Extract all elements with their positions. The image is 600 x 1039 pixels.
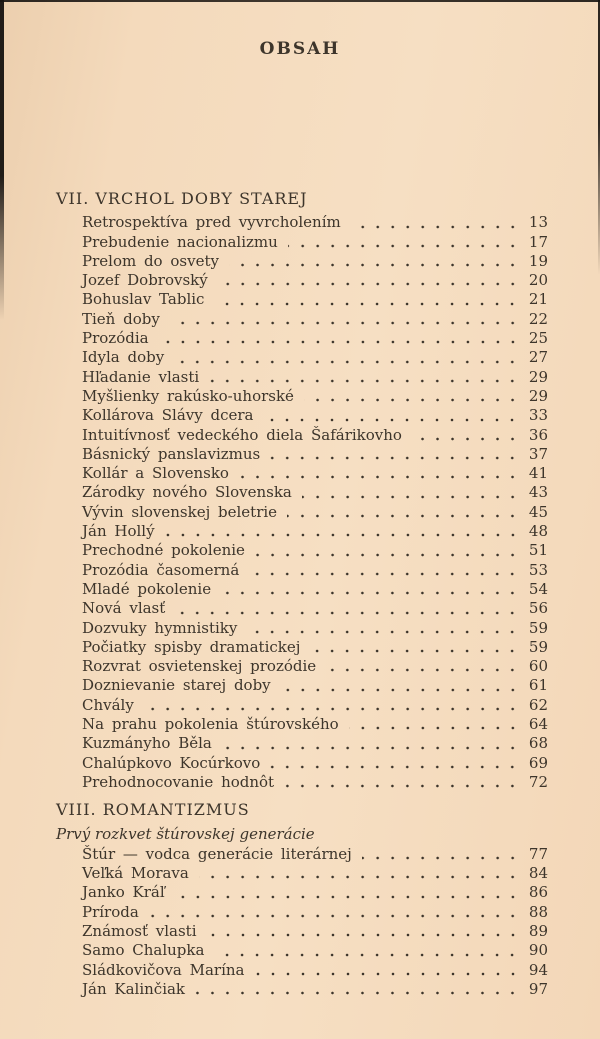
dot-leader — [195, 980, 522, 999]
toc-entry-page: 33 — [528, 406, 548, 425]
toc-entry-page: 43 — [528, 483, 548, 502]
dot-leader — [326, 657, 522, 676]
toc-entry-title: Mladé pokolenie — [82, 579, 212, 598]
toc-entry-title: Veľká Morava — [82, 864, 189, 883]
section-heading: VII. VRCHOL DOBY STAREJ — [56, 189, 308, 208]
toc-entry — [56, 676, 548, 695]
toc-entry-title: Chvály — [82, 695, 134, 714]
toc-entry — [56, 734, 548, 753]
toc-entry-title: Prozódia časomerná — [82, 560, 240, 579]
toc-entry — [56, 348, 548, 367]
toc-entry-page: 17 — [528, 232, 548, 251]
dot-leader — [270, 445, 522, 464]
toc-entry — [56, 580, 548, 599]
section-subtitle: Prvý rozkvet štúrovskej generácie — [56, 824, 315, 843]
toc-entry-title: Štúr — vodca generácie literárnej — [82, 844, 352, 863]
toc-entry-title: Prelom do osvety — [82, 251, 219, 270]
dot-leader — [199, 864, 522, 883]
toc-entry-page: 69 — [528, 753, 548, 772]
dot-leader — [412, 426, 522, 445]
toc-entry-title: Básnický panslavizmus — [82, 444, 261, 463]
dot-leader — [222, 734, 522, 753]
toc-entry-title: Sládkovičova Marína — [82, 960, 245, 979]
toc-section — [56, 189, 548, 792]
toc-entry-page: 94 — [528, 960, 548, 979]
dot-leader — [281, 676, 522, 695]
toc-entry-title: Janko Kráľ — [82, 883, 165, 902]
dot-leader — [284, 773, 522, 792]
toc-entry-page: 22 — [528, 309, 548, 328]
toc-entry-title: Myšlienky rakúsko-uhorské — [82, 386, 294, 405]
toc-entry-page: 37 — [528, 444, 548, 463]
dot-leader — [263, 406, 522, 425]
toc-entry-page: 77 — [528, 844, 548, 863]
toc-entry-title: Zárodky nového Slovenska — [82, 483, 292, 502]
dot-leader — [351, 213, 522, 232]
toc-entry-page: 60 — [528, 657, 548, 676]
toc-entry-page: 61 — [528, 676, 548, 695]
dot-leader — [349, 715, 522, 734]
toc-entry-page: 88 — [528, 902, 548, 921]
dot-leader — [207, 922, 522, 941]
dot-leader — [362, 845, 522, 864]
toc-entry-title: Intuitívnosť vedeckého diela Šafárikovho — [82, 425, 402, 444]
toc-entry — [56, 845, 548, 864]
toc-entry — [56, 445, 548, 464]
dot-leader — [170, 310, 522, 329]
dot-leader — [255, 541, 522, 560]
dot-leader — [288, 233, 522, 252]
toc-entry-page: 62 — [528, 695, 548, 714]
toc-entry — [56, 638, 548, 657]
toc-entry — [56, 522, 548, 541]
dot-leader — [304, 387, 522, 406]
dot-leader — [175, 599, 522, 618]
dot-leader — [159, 329, 522, 348]
toc-entry-title: Tieň doby — [82, 309, 160, 328]
dot-leader — [175, 883, 522, 902]
toc-entry — [56, 310, 548, 329]
toc-entry — [56, 980, 548, 999]
toc-entry-page: 89 — [528, 921, 548, 940]
dot-leader — [255, 961, 523, 980]
toc-entry-title: Na prahu pokolenia štúrovského — [82, 715, 339, 734]
toc-entry-title: Známosť vlasti — [82, 921, 197, 940]
toc-entry — [56, 883, 548, 902]
toc-entry-page: 54 — [528, 579, 548, 598]
toc-entry-page: 21 — [528, 290, 548, 309]
toc-entry-title: Prechodné pokolenie — [82, 541, 245, 560]
toc-entry-title: Retrospektíva pred vyvrcholením — [82, 213, 341, 232]
dot-leader — [214, 290, 522, 309]
toc-entry-title: Kuzmányho Běla — [82, 734, 212, 753]
toc-section — [56, 800, 548, 999]
toc-entry-page: 90 — [528, 941, 548, 960]
toc-entry — [56, 773, 548, 792]
toc-entry-page: 64 — [528, 715, 548, 734]
toc-entry-title: Hľadanie vlasti — [82, 367, 200, 386]
toc-entry — [56, 290, 548, 309]
toc-entry-title: Počiatky spisby dramatickej — [82, 637, 301, 656]
toc-entry — [56, 961, 548, 980]
toc-entry-page: 59 — [528, 637, 548, 656]
toc-entry — [56, 406, 548, 425]
toc-entry-page: 41 — [528, 464, 548, 483]
toc-entry-title: Jozef Dobrovský — [82, 271, 208, 290]
toc-entry-page: 51 — [528, 541, 548, 560]
toc-entry-page: 29 — [528, 386, 548, 405]
dot-leader — [214, 941, 522, 960]
dot-leader — [144, 696, 522, 715]
toc-entry-page: 36 — [528, 425, 548, 444]
toc-entry — [56, 903, 548, 922]
toc-entry — [56, 541, 548, 560]
page-title: OBSAH — [259, 39, 341, 60]
toc-entry — [56, 464, 548, 483]
toc-entry-page: 25 — [528, 329, 548, 348]
toc-entry — [56, 271, 548, 290]
toc-entry — [56, 941, 548, 960]
table-of-contents — [56, 189, 548, 999]
toc-entry-title: Prozódia — [82, 329, 149, 348]
toc-entry-title: Ján Kalinčiak — [82, 979, 186, 998]
toc-entry-page: 20 — [528, 271, 548, 290]
toc-entry-page: 53 — [528, 560, 548, 579]
dot-leader — [270, 754, 522, 773]
toc-entry-page: 97 — [528, 979, 548, 998]
toc-entry-page: 84 — [528, 864, 548, 883]
toc-entry — [56, 329, 548, 348]
dot-leader — [302, 483, 522, 502]
toc-entry-title: Nová vlasť — [82, 599, 166, 618]
toc-entry — [56, 233, 548, 252]
toc-entry-title: Prehodnocovanie hodnôt — [82, 772, 275, 791]
toc-entry — [56, 213, 548, 232]
dot-leader — [247, 619, 522, 638]
toc-entry-title: Samo Chalupka — [82, 941, 205, 960]
dot-leader — [218, 271, 522, 290]
toc-entry — [56, 864, 548, 883]
toc-entry-page: 13 — [528, 213, 548, 232]
toc-entry-page: 29 — [528, 367, 548, 386]
toc-entry — [56, 561, 548, 580]
toc-entry-title: Kollár a Slovensko — [82, 464, 229, 483]
toc-entry-title: Dozvuky hymnistiky — [82, 618, 238, 637]
dot-leader — [174, 348, 522, 367]
toc-entry-page: 19 — [528, 251, 548, 270]
toc-entry — [56, 657, 548, 676]
toc-entry-page: 48 — [528, 522, 548, 541]
toc-entry — [56, 619, 548, 638]
toc-entry — [56, 426, 548, 445]
toc-entry-title: Doznievanie starej doby — [82, 676, 271, 695]
toc-entry-title: Prebudenie nacionalizmu — [82, 232, 278, 251]
toc-entry-page: 56 — [528, 599, 548, 618]
toc-entry — [56, 387, 548, 406]
toc-entry — [56, 503, 548, 522]
toc-entry-title: Príroda — [82, 902, 139, 921]
dot-leader — [287, 503, 522, 522]
dot-leader — [239, 464, 522, 483]
toc-entry-page: 68 — [528, 734, 548, 753]
toc-entry — [56, 368, 548, 387]
toc-entry — [56, 696, 548, 715]
toc-entry-page: 86 — [528, 883, 548, 902]
toc-entry-title: Vývin slovenskej beletrie — [82, 502, 278, 521]
toc-entry-title: Ján Hollý — [82, 522, 155, 541]
toc-entry-page: 27 — [528, 348, 548, 367]
toc-entry-page: 59 — [528, 618, 548, 637]
toc-entry — [56, 599, 548, 618]
dot-leader — [165, 522, 522, 541]
toc-entry-title: Idyla doby — [82, 348, 165, 367]
dot-leader — [149, 903, 522, 922]
toc-entry-page: 45 — [528, 502, 548, 521]
dot-leader — [229, 252, 522, 271]
dot-leader — [249, 561, 522, 580]
toc-entry — [56, 922, 548, 941]
toc-entry-page: 72 — [528, 772, 548, 791]
toc-entry-title: Rozvrat osvietenskej prozódie — [82, 657, 317, 676]
dot-leader — [209, 368, 522, 387]
scan-artifact-top-edge — [0, 0, 600, 2]
toc-entry-title: Chalúpkovo Kocúrkovo — [82, 753, 261, 772]
dot-leader — [221, 580, 522, 599]
dot-leader — [310, 638, 522, 657]
toc-entry-title: Bohuslav Tablic — [82, 290, 205, 309]
section-heading: VIII. ROMANTIZMUS — [56, 800, 250, 820]
toc-entry — [56, 483, 548, 502]
toc-entry — [56, 715, 548, 734]
toc-entry-title: Kollárova Slávy dcera — [82, 406, 254, 425]
toc-entry — [56, 252, 548, 271]
toc-entry — [56, 754, 548, 773]
